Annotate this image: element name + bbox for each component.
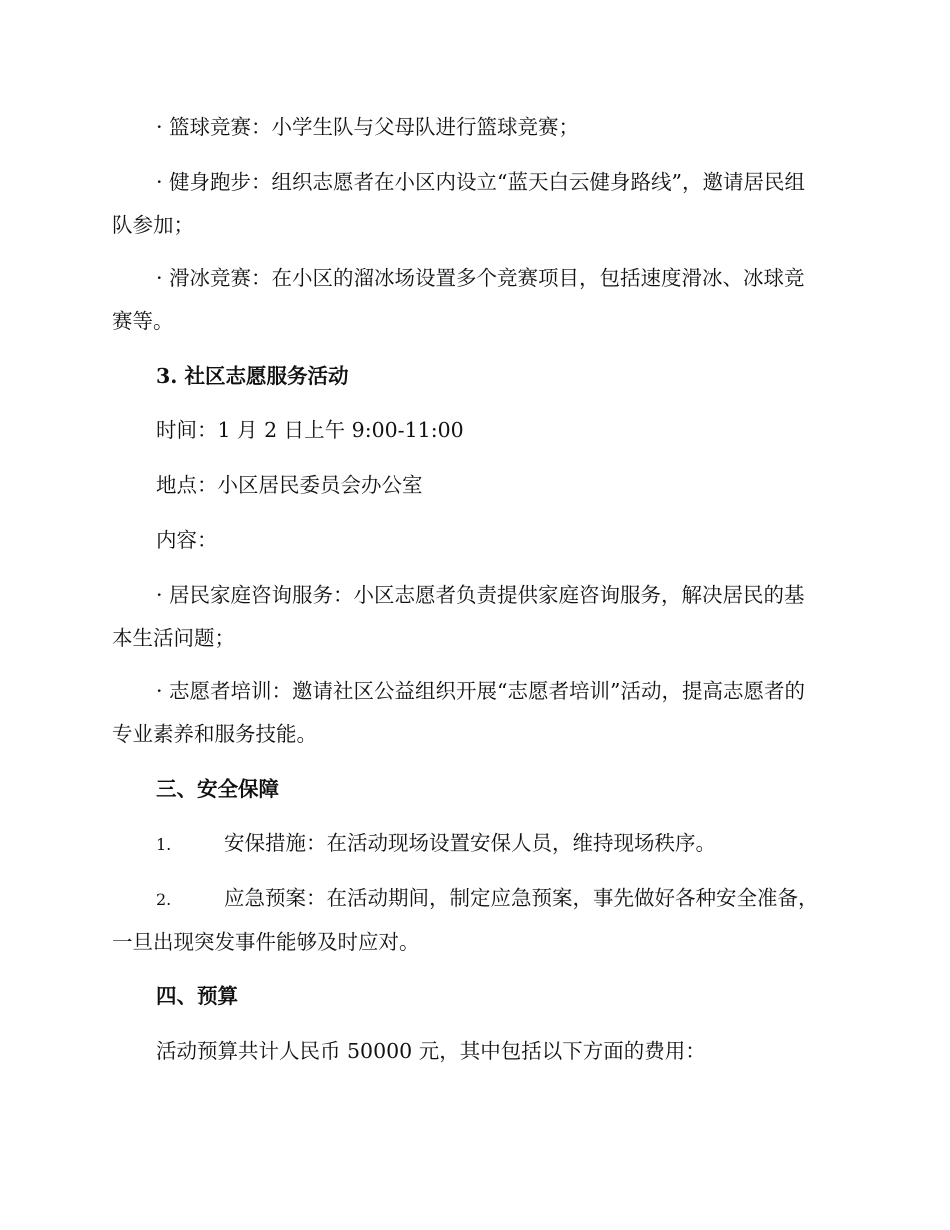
bullet-running: · 健身跑步：组织志愿者在小区内设立“蓝天白云健身路线”，邀请居民组队参加； bbox=[112, 170, 805, 237]
list-number: 1. bbox=[156, 835, 172, 854]
safety-heading: 三、安全保障 bbox=[156, 777, 279, 801]
bullet-basketball: · 篮球竞赛：小学生队与父母队进行篮球竞赛； bbox=[156, 115, 580, 139]
bullet-volunteer-training: · 志愿者培训：邀请社区公益组织开展“志愿者培训”活动，提高志愿者的专业素养和服务技能。 bbox=[112, 679, 805, 746]
content-label: 内容： bbox=[156, 528, 218, 552]
list-text: 应急预案：在活动期间，制定应急预案，事先做好各种安全准备，一旦出现突发事件能够及时应对。 bbox=[112, 886, 819, 954]
budget-heading: 四、预算 bbox=[156, 984, 238, 1008]
bullet-skating: · 滑冰竞赛：在小区的溜冰场设置多个竞赛项目，包括速度滑冰、冰球竞赛等。 bbox=[112, 266, 805, 333]
safety-item-1 bbox=[112, 822, 824, 866]
bullet-family-consulting: · 居民家庭咨询服务：小区志愿者负责提供家庭咨询服务，解决居民的基本生活问题； bbox=[112, 583, 805, 650]
time-line: 时间：1 月 2 日上午 9:00-11:00 bbox=[156, 418, 464, 442]
place-line: 地点：小区居民委员会办公室 bbox=[156, 473, 423, 497]
list-number: 2. bbox=[156, 890, 172, 909]
safety-item-2 bbox=[112, 877, 824, 964]
budget-text: 活动预算共计人民币 50000 元，其中包括以下方面的费用： bbox=[156, 1039, 706, 1063]
section-3-heading: 3. 社区志愿服务活动 bbox=[156, 364, 349, 388]
list-text: 安保措施：在活动现场设置安保人员，维持现场秩序。 bbox=[224, 831, 716, 855]
